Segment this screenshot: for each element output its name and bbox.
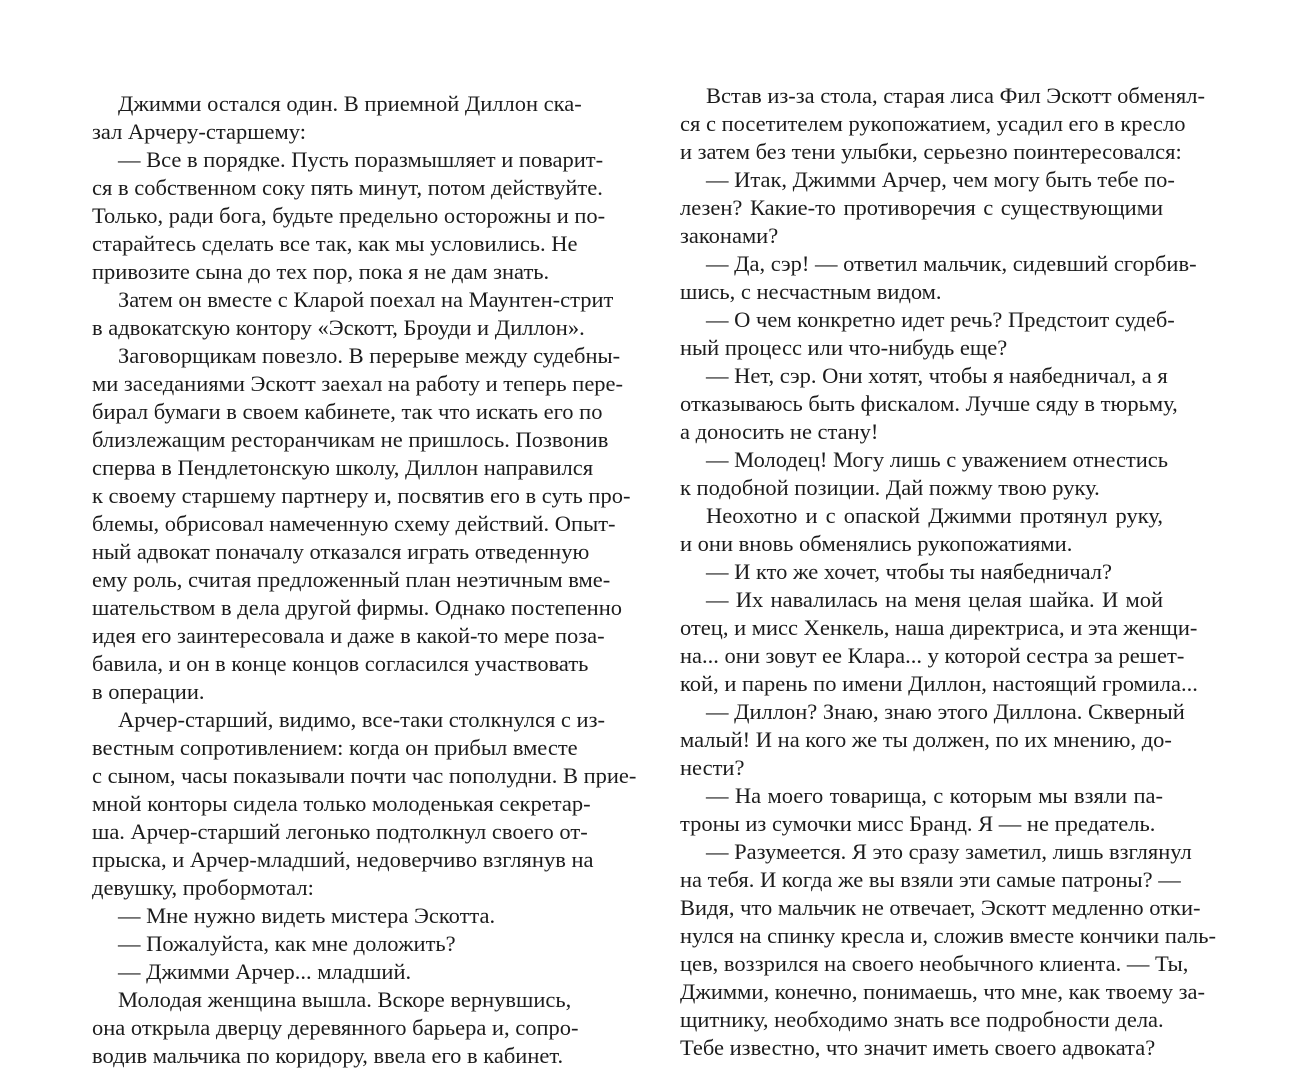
text-line: отказываюсь быть фискалом. Лучше сяду в тюрьму, bbox=[680, 391, 1178, 416]
text-line: бавила, и он в конце концов согласился участвовать bbox=[92, 651, 589, 676]
text-line: Видя, что мальчик не отвечает, Эскотт медленно отки- bbox=[680, 895, 1201, 920]
text-line: Молодая женщина вышла. Вскоре вернувшись, bbox=[118, 987, 572, 1012]
text-line: девушку, пробормотал: bbox=[92, 875, 314, 900]
text-line: вестным сопротивлением: когда он прибыл вместе bbox=[92, 735, 578, 760]
text-line: она открыла дверцу деревянного барьера и, сопро- bbox=[92, 1015, 579, 1040]
text-line: троны из сумочки мисс Бранд. Я — не предатель. bbox=[680, 811, 1156, 836]
text-line: — Мне нужно видеть мистера Эскотта. bbox=[118, 903, 496, 928]
text-line: ный адвокат поначалу отказался играть отведенную bbox=[92, 539, 590, 564]
text-line: идея его заинтересовала и даже в какой-то мере поза- bbox=[92, 623, 605, 648]
text-line: Заговорщикам повезло. В перерыве между судебны- bbox=[118, 343, 621, 368]
text-line: — Джимми Арчер... младший. bbox=[118, 959, 412, 984]
text-line: Встав из-за стола, старая лиса Фил Эскотт обменял- bbox=[706, 83, 1205, 108]
text-line: бирал бумаги в своем кабинете, так что искать его по bbox=[92, 399, 603, 424]
text-line: щитнику, необходимо знать все подробности дела. bbox=[680, 1007, 1164, 1032]
text-line: ему роль, считая предложенный план неэтичным вме- bbox=[92, 567, 611, 592]
text-line: в операции. bbox=[92, 679, 205, 704]
text-line: ми заседаниями Эскотт заехал на работу и теперь пере- bbox=[92, 371, 624, 396]
text-line: с сыном, часы показывали почти час пополудни. В прие- bbox=[92, 763, 637, 788]
text-line: ша. Арчер-старший легонько подтолкнул своего от- bbox=[92, 819, 588, 844]
text-line: на... они зовут ее Клара... у которой сестра за решет- bbox=[680, 643, 1185, 668]
text-line: ся с посетителем рукопожатием, усадил его в кресло bbox=[680, 111, 1186, 136]
text-line: — Диллон? Знаю, знаю этого Диллона. Скверный bbox=[706, 699, 1185, 724]
text-line: Неохотно и с опаской Джимми протянул руку, bbox=[706, 503, 1163, 528]
right-page bbox=[645, 0, 1290, 1080]
text-line: — На моего товарища, с которым мы взяли па- bbox=[706, 783, 1163, 808]
text-line: — Нет, сэр. Они хотят, чтобы я наябедничал, а я bbox=[706, 363, 1168, 388]
text-line: лезен? Какие-то противоречия с существующими bbox=[680, 195, 1163, 220]
text-line: старайтесь сделать все так, как мы условились. Не bbox=[92, 231, 578, 256]
text-line: Джимми остался один. В приемной Диллон ска- bbox=[118, 91, 582, 116]
text-line: ся в собственном соку пять минут, потом действуйте. bbox=[92, 175, 603, 200]
text-line: нести? bbox=[680, 755, 745, 780]
text-line: а доносить не стану! bbox=[680, 419, 879, 444]
text-line: прыска, и Арчер-младший, недоверчиво взглянув на bbox=[92, 847, 594, 872]
text-line: — Все в порядке. Пусть поразмышляет и поварит- bbox=[118, 147, 604, 172]
text-line: кой, и парень по имени Диллон, настоящий громила... bbox=[680, 671, 1198, 696]
text-line: привозите сына до тех пор, пока я не дам знать. bbox=[92, 259, 550, 284]
text-line: к подобной позиции. Дай пожму твою руку. bbox=[680, 475, 1100, 500]
text-line: зал Арчеру-старшему: bbox=[92, 119, 306, 144]
text-line: Тебе известно, что значит иметь своего адвоката? bbox=[680, 1035, 1156, 1060]
text-line: в адвокатскую контору «Эскотт, Броуди и Диллон». bbox=[92, 315, 585, 340]
text-line: — О чем конкретно идет речь? Предстоит судеб- bbox=[706, 307, 1175, 332]
text-line: близлежащим ресторанчикам не пришлось. Позвонив bbox=[92, 427, 609, 452]
text-line: — И кто же хочет, чтобы ты наябедничал? bbox=[706, 559, 1112, 584]
text-line: законами? bbox=[680, 223, 779, 248]
text-line: цев, воззрился на своего необычного клиента. — Ты, bbox=[680, 951, 1189, 976]
text-line: Арчер-старший, видимо, все-таки столкнулся с из- bbox=[118, 707, 605, 732]
text-line: и они вновь обменялись рукопожатиями. bbox=[680, 531, 1073, 556]
text-line: Только, ради бога, будьте предельно осторожны и по- bbox=[92, 203, 606, 228]
text-line: водив мальчика по коридору, ввела его в кабинет. bbox=[92, 1043, 564, 1068]
text-line: мной конторы сидела только молоденькая секретар- bbox=[92, 791, 591, 816]
text-line: и затем без тени улыбки, серьезно поинтересовался: bbox=[680, 139, 1182, 164]
text-line: к своему старшему партнеру и, посвятив его в суть про- bbox=[92, 483, 631, 508]
text-line: Джимми, конечно, понимаешь, что мне, как твоему за- bbox=[680, 979, 1206, 1004]
text-line: — Молодец! Могу лишь с уважением отнестись bbox=[706, 447, 1169, 472]
text-line: сперва в Пендлетонскую школу, Диллон направился bbox=[92, 455, 594, 480]
text-line: Затем он вместе с Кларой поехал на Маунтен-стрит bbox=[118, 287, 614, 312]
text-line: — Их навалилась на меня целая шайка. И мой bbox=[706, 587, 1163, 612]
text-line: — Разумеется. Я это сразу заметил, лишь взглянул bbox=[706, 839, 1192, 864]
text-line: шись, с несчастным видом. bbox=[680, 279, 942, 304]
text-line: — Итак, Джимми Арчер, чем могу быть тебе по- bbox=[706, 167, 1175, 192]
text-line: шательством в дела другой фирмы. Однако постепенно bbox=[92, 595, 623, 620]
text-line: нулся на спинку кресла и, сложив вместе кончики паль- bbox=[680, 923, 1217, 948]
text-line: блемы, обрисовал намеченную схему действий. Опыт- bbox=[92, 511, 616, 536]
text-line: ный процесс или что-нибудь еще? bbox=[680, 335, 1008, 360]
text-line: на тебя. И когда же вы взяли эти самые патроны? — bbox=[680, 867, 1181, 892]
text-line: отец, и мисс Хенкель, наша директриса, и эта женщи- bbox=[680, 615, 1198, 640]
text-line: малый! И на кого же ты должен, по их мнению, до- bbox=[680, 727, 1172, 752]
text-line: — Пожалуйста, как мне доложить? bbox=[118, 931, 456, 956]
text-line: — Да, сэр! — ответил мальчик, сидевший сгорбив- bbox=[706, 251, 1197, 276]
